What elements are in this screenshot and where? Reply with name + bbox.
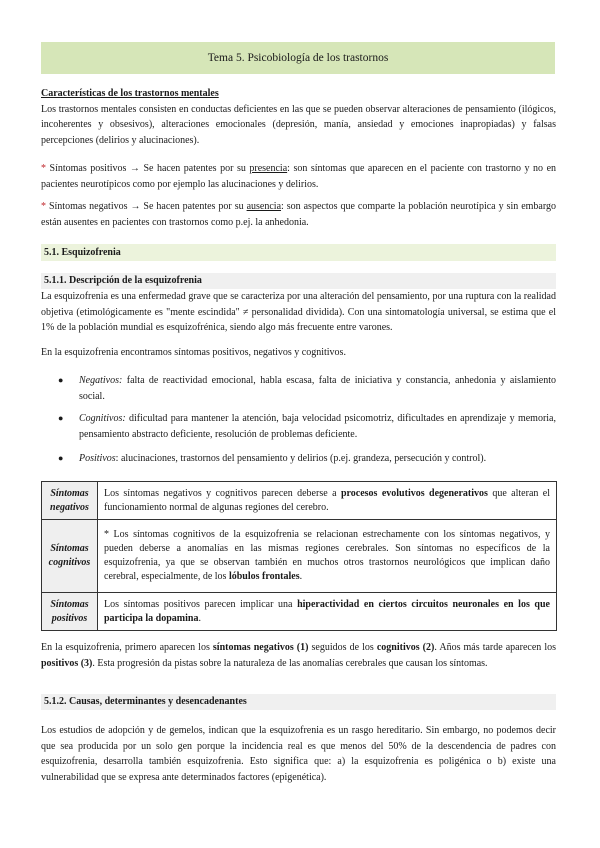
- cell-text: Los síntomas negativos y cognitivos parecen deberse a: [104, 487, 341, 499]
- note-text: : son aspectos que comparte la población neurotípica y sin embargo están ausentes en pacientes con trastornos como p.ej. la anhedonia.: [41, 201, 556, 228]
- row-label: [42, 482, 98, 520]
- list-text: falta de reactividad emocional, habla escasa, falta de iniciativa y constancia, anhedonia y aislamiento social.: [79, 375, 556, 402]
- note-keyword: ausencia: [246, 201, 282, 212]
- cell-text: Los síntomas positivos parecen implicar una: [104, 598, 298, 610]
- intro-heading: Características de los trastornos mentales: [41, 88, 219, 99]
- intro-block: [41, 86, 556, 148]
- table-row: [42, 593, 557, 631]
- subsection-heading: 5.1.1. Descripción de la esquizofrenia: [41, 273, 556, 289]
- list-term: Negativos:: [79, 375, 123, 386]
- para-text: . Esta progresión da pistas sobre la naturaleza de las anomalías cerebrales que causan los síntomas.: [92, 657, 488, 669]
- list-term: Cognitivos:: [79, 413, 126, 424]
- causes-paragraph: Los estudios de adopción y de gemelos, indican que la esquizofrenia es un rasgo hereditario. Sin embargo, no podemos decir que sea producida por un solo gen porque la incidencia real es que menos del 50% de la descendencia de padres con esquizofrenia, desarrolla también esquizofrenia. Esto significa que: a) la esquizofrenia es poligénica o b) existe una vulnerabilidad que se expresa ante determinados factores (epigenética).: [41, 725, 556, 783]
- bullet-icon: ●: [58, 375, 64, 385]
- cell-text: .: [299, 571, 303, 582]
- list-item: [58, 373, 556, 404]
- negative-symptoms-note: [41, 199, 556, 230]
- para-bold: síntomas negativos (1): [212, 642, 309, 653]
- label-line: positivos: [51, 612, 88, 624]
- note-text: : son síntomas que aparecen en el paciente con trastorno y no en pacientes neurotípicos como por ejemplo las alucinaciones y delirios.: [41, 163, 557, 190]
- row-label: [42, 593, 98, 631]
- list-item: [58, 411, 556, 442]
- page-title: Tema 5. Psicobiología de los trastornos: [41, 42, 555, 74]
- para-text: . Años más tarde aparecen los: [434, 642, 556, 653]
- table-row: [42, 482, 557, 520]
- row-content: [98, 593, 557, 631]
- para-text: En la esquizofrenia, primero aparecen los: [41, 642, 213, 653]
- note-text: Síntomas positivos → Se hacen patentes por su: [46, 163, 250, 174]
- asterisk-marker: *: [41, 163, 46, 174]
- label-line: cognitivos: [48, 557, 91, 568]
- list-text: dificultad para mantener la atención, baja velocidad psicomotriz, dificultades en aprendizaje y memoria, pensamiento abstracto deficiente, resolución de problemas deficiente.: [79, 413, 556, 440]
- label-line: Síntomas: [50, 543, 89, 554]
- para-bold: positivos (3): [41, 657, 93, 669]
- cell-text: .: [198, 612, 201, 624]
- schizophrenia-description: La esquizofrenia es una enfermedad grave que se caracteriza por una alteración del pensamiento, por una ruptura con la realidad objetiva (etimológicamente es "mente escindida" ≠ personalidad dividida). Con una sintomatología universal, se estima que el 1% de la población mundial es esquizofrénica, siendo algo más frecuente entre varones.: [41, 291, 556, 333]
- symptom-types-intro: En la esquizofrenia encontramos síntomas positivos, negativos y cognitivos.: [41, 347, 346, 358]
- para-bold: cognitivos (2): [376, 642, 435, 653]
- list-term: Positivos: [79, 453, 116, 464]
- list-item: [58, 451, 556, 467]
- row-content: [98, 520, 557, 593]
- cell-text: que alteran el funcionamiento normal de algunas regiones del cerebro.: [104, 487, 551, 513]
- asterisk-marker: *: [41, 201, 46, 212]
- bullet-icon: ●: [58, 453, 64, 463]
- cell-bold: procesos evolutivos degenerativos: [340, 487, 488, 499]
- list-text: : alucinaciones, trastornos del pensamiento y delirios (p.ej. grandeza, persecución y control).: [115, 453, 487, 464]
- intro-paragraph: Los trastornos mentales consisten en conductas deficientes en las que se pueden observar alteraciones de pensamiento (ilógicos, incoherentes y obsesivos), alteraciones emocionales (depresión, manía, ansiedad y emociones inapropiadas) y falsas percepciones (delirios y alucinaciones).: [41, 103, 556, 146]
- cell-text: * Los síntomas cognitivos de la esquizofrenia se relacionan estrechamente con los síntomas negativos, y pueden deberse a anomalías en las mismas regiones cerebrales. Son síntomas no específicos de la esquizofrenia, ya que se observan también en muchos otros trastornos neurológicos que implican daño cerebral, especialmente, de los: [104, 529, 550, 582]
- positive-symptoms-note: [41, 161, 556, 192]
- note-text: Síntomas negativos → Se hacen patentes por su: [46, 201, 247, 212]
- label-line: Síntomas: [50, 598, 89, 610]
- symptoms-table: [41, 481, 557, 631]
- row-label: [42, 520, 98, 593]
- label-line: Síntomas: [50, 487, 89, 499]
- para-text: seguidos de los: [308, 642, 377, 653]
- table-row: [42, 520, 557, 593]
- cell-bold: lóbulos frontales: [228, 571, 300, 582]
- label-line: negativos: [50, 501, 89, 513]
- bullet-icon: ●: [58, 413, 64, 423]
- row-content: [98, 482, 557, 520]
- subsection-heading: 5.1.2. Causas, determinantes y desencadenantes: [41, 694, 556, 710]
- symptom-progression: [41, 640, 556, 671]
- section-heading: 5.1. Esquizofrenia: [41, 244, 556, 261]
- cell-bold: hiperactividad en ciertos circuitos neuronales en los que participa la dopamina: [104, 598, 550, 624]
- note-keyword: presencia: [249, 163, 288, 174]
